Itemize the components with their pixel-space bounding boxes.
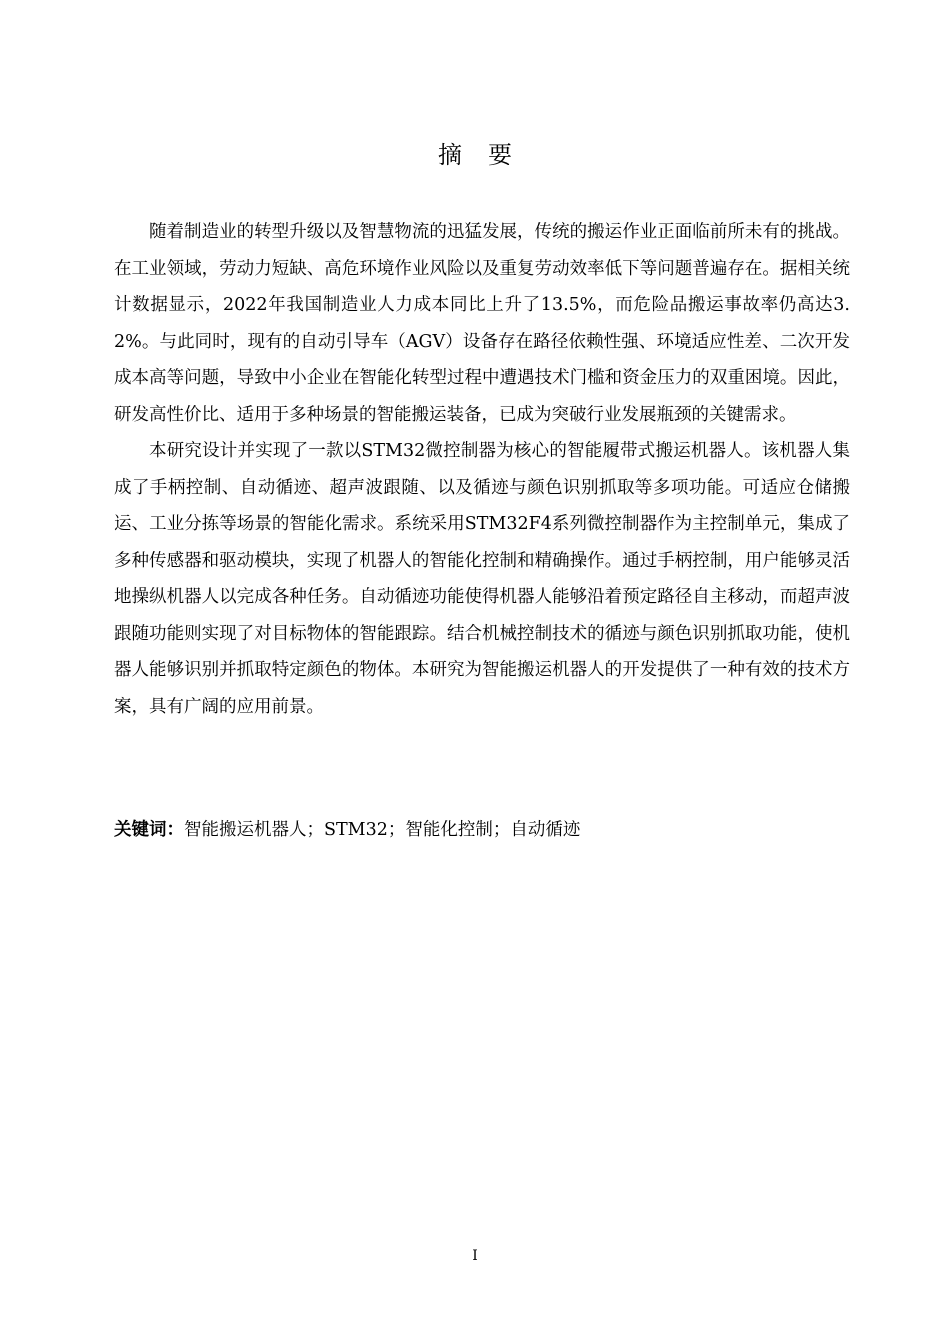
keywords-text: 智能搬运机器人；STM32；智能化控制；自动循迹 [184, 820, 581, 840]
abstract-paragraph-1: 随着制造业的转型升级以及智慧物流的迅猛发展，传统的搬运作业正面临前所未有的挑战。在工业领域，劳动力短缺、高危环境作业风险以及重复劳动效率低下等问题普遍存在。据相关统计数据显示，2022年我国制造业人力成本同比上升了13.5%，而危险品搬运事故率仍高达3.2%。与此同时，现有的自动引导车（AGV）设备存在路径依赖性强、环境适应性差、二次开发成本高等问题，导致中小企业在智能化转型过程中遭遇技术门槛和资金压力的双重困境。因此，研发高性价比、适用于多种场景的智能搬运装备，已成为突破行业发展瓶颈的关键需求。 [114, 222, 850, 425]
abstract-body [114, 214, 850, 725]
page-number: I [472, 1248, 478, 1264]
abstract-paragraph-2: 本研究设计并实现了一款以STM32微控制器为核心的智能履带式搬运机器人。该机器人集成了手柄控制、自动循迹、超声波跟随、以及循迹与颜色识别抓取等多项功能。可适应仓储搬运、工业分拣等场景的智能化需求。系统采用STM32F4系列微控制器作为主控制单元，集成了多种传感器和驱动模块，实现了机器人的智能化控制和精确操作。通过手柄控制，用户能够灵活地操纵机器人以完成各种任务。自动循迹功能使得机器人能够沿着预定路径自主移动，而超声波跟随功能则实现了对目标物体的智能跟踪。结合机械控制技术的循迹与颜色识别抓取功能，使机器人能够识别并抓取特定颜色的物体。本研究为智能搬运机器人的开发提供了一种有效的技术方案，具有广阔的应用前景。 [114, 441, 850, 717]
keywords-label: 关键词： [114, 820, 184, 840]
keywords-line [114, 813, 580, 847]
abstract-title: 摘要 [438, 141, 538, 170]
